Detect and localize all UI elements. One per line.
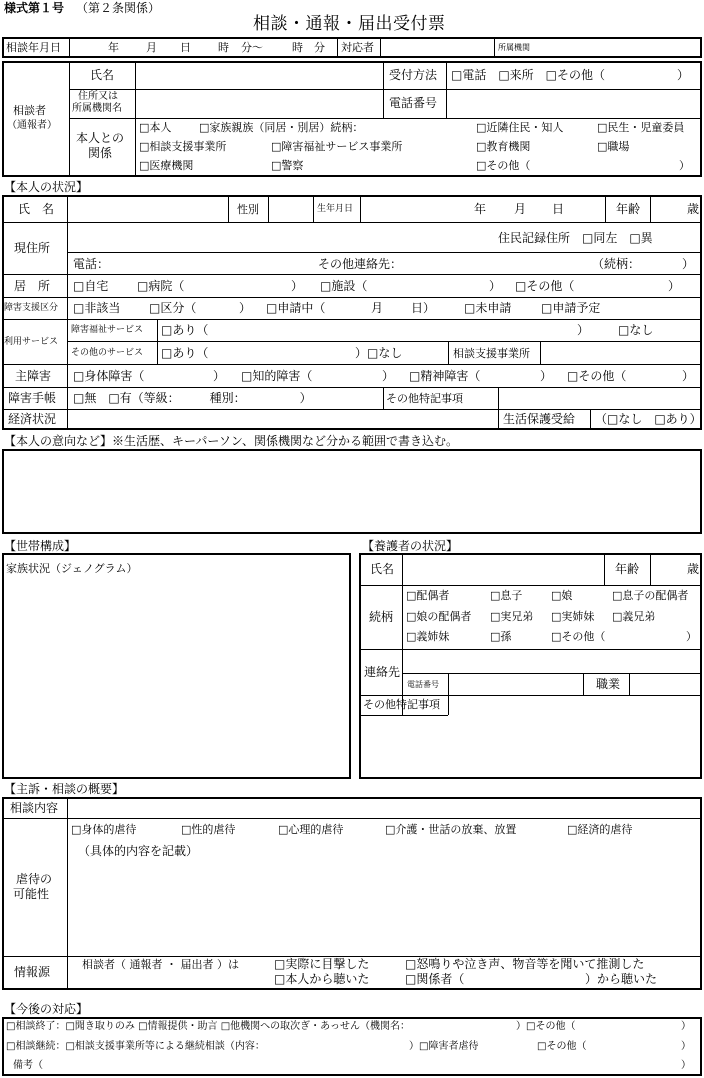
main-disability-label: 主障害	[15, 369, 52, 383]
dis-other-close: ）	[682, 369, 695, 383]
class-level-close: ）	[239, 301, 252, 315]
caregiver-job-label: 職業	[596, 677, 621, 691]
relation-label-2: 関係	[88, 146, 113, 160]
cg-sister[interactable]: □実姉妹	[551, 610, 595, 623]
resident-record[interactable]: 住民記録住所 □同左 □異	[498, 231, 653, 245]
cg-spouse[interactable]: □配偶者	[406, 589, 450, 602]
abuse-physical[interactable]: □身体的虐待	[71, 823, 137, 836]
rel-medical[interactable]: □医療機関	[139, 159, 194, 172]
reporter-label: （通報者）	[7, 120, 57, 131]
abuse-sexual[interactable]: □性的虐待	[181, 823, 236, 836]
class-applying[interactable]: □申請中（	[266, 301, 326, 315]
source-intro: 相談者（ 通報者 ・ 届出者 ）は	[82, 958, 239, 971]
welfare-close: ）	[577, 323, 590, 337]
abuse-neglect[interactable]: □介護・世話の放棄、放置	[385, 823, 517, 836]
rel-support-office[interactable]: □相談支援事業所	[139, 140, 227, 153]
form-reference: （第２条関係）	[76, 1, 161, 15]
support-class-label: 障害支援区分	[4, 303, 59, 313]
genogram-label: 家族状況（ジェノグラム）	[6, 562, 138, 575]
age-unit: 歳	[687, 202, 700, 216]
other-service-yes[interactable]: □あり（	[161, 346, 209, 360]
rel-family[interactable]: □家族親族（同居・別居）続柄：	[199, 121, 364, 134]
followup-remarks-close: ）	[681, 1060, 691, 1071]
followup-remarks: 備考（	[13, 1060, 43, 1071]
rel-other-close: ）	[679, 159, 690, 172]
cg-son[interactable]: □息子	[490, 589, 523, 602]
other-service-no[interactable]: ）□なし	[355, 346, 403, 360]
day-unit: 日	[180, 41, 191, 54]
welfare-service-label: 障害福祉サービス	[71, 325, 144, 335]
staff-label: 対応者	[341, 41, 374, 54]
date-label: 相談年月日	[6, 41, 61, 54]
abuse-detail-field[interactable]	[69, 860, 700, 954]
address-label-2: 所属機関名	[72, 103, 122, 114]
dis-physical[interactable]: □身体障害（	[73, 369, 145, 383]
cg-son-spouse[interactable]: □息子の配偶者	[612, 589, 689, 602]
birth-label: 生年月日	[317, 204, 354, 214]
economic-field[interactable]	[69, 411, 496, 428]
caregiver-contact-label: 連絡先	[364, 665, 401, 679]
gender-label: 性別	[237, 203, 259, 216]
relation-label-1: 本人との	[76, 131, 125, 145]
rel-workplace[interactable]: □職場	[597, 140, 630, 153]
source-witnessed[interactable]: □実際に目撃した	[274, 957, 370, 971]
class-applying-day: 日）	[411, 301, 436, 315]
abuse-economic[interactable]: □経済的虐待	[567, 823, 633, 836]
followup-row2-abuse[interactable]: ）□障害者虐待	[409, 1041, 479, 1052]
intention-header: 【本人の意向など】※生活歴、キーパーソン、関係機関など分かる範囲で書き込む。	[4, 434, 458, 448]
class-not-applied[interactable]: □未申請	[464, 301, 512, 315]
res-hospital[interactable]: □病院（	[137, 279, 185, 293]
other-notes-field[interactable]	[500, 389, 700, 408]
caregiver-relation-label: 続柄	[369, 610, 394, 624]
person-section-header: 【本人の状況】	[4, 180, 89, 194]
address-label-1: 住所又は	[78, 91, 118, 102]
birth-month-unit: 月	[514, 202, 527, 216]
caregiver-phone-label: 電話番号	[407, 680, 439, 689]
content-label: 相談内容	[10, 801, 59, 815]
age-label: 年齢	[616, 202, 641, 216]
year-unit: 年	[108, 41, 119, 54]
dis-intellectual-close: ）	[382, 369, 395, 383]
res-other[interactable]: □その他（	[515, 279, 575, 293]
caregiver-age-label: 年齢	[615, 562, 640, 576]
caregiver-contact-field[interactable]	[404, 651, 700, 672]
cg-daughter[interactable]: □娘	[551, 589, 573, 602]
hour-unit-2: 時	[292, 41, 303, 54]
consulter-name-field[interactable]	[137, 63, 381, 88]
household-header: 【世帯構成】	[4, 539, 77, 553]
res-home[interactable]: □自宅	[73, 279, 109, 293]
cg-other[interactable]: □その他（	[551, 630, 606, 643]
res-facility[interactable]: □施設（	[320, 279, 368, 293]
welfare-yes[interactable]: □あり（	[161, 323, 209, 337]
support-office-label: 相談支援事業所	[453, 347, 530, 360]
other-contact-label: その他連絡先：	[318, 257, 403, 271]
gender-field[interactable]	[270, 197, 311, 221]
dis-intellectual[interactable]: □知的障害（	[241, 369, 313, 383]
cg-grandchild[interactable]: □孫	[490, 630, 512, 643]
cg-other-close: ）	[686, 630, 697, 643]
economic-label: 経済状況	[8, 412, 57, 426]
class-level[interactable]: □区分（	[149, 301, 197, 315]
consulter-name-label: 氏名	[90, 68, 115, 82]
followup-row2-close: ）	[681, 1041, 691, 1052]
dis-other[interactable]: □その他（	[567, 369, 627, 383]
followup-row2[interactable]: □相談継続：□相談支援事業所等による継続相談（内容：	[6, 1041, 265, 1052]
source-from-person[interactable]: □本人から聴いた	[274, 972, 370, 986]
caregiver-phone-field[interactable]	[450, 675, 581, 694]
birth-day-unit: 日	[552, 202, 565, 216]
cg-brother-in-law[interactable]: □義兄弟	[612, 610, 656, 623]
source-from-related[interactable]: □関係者（	[405, 972, 465, 986]
cg-brother[interactable]: □実兄弟	[490, 610, 534, 623]
phone-line-label: 電話：	[73, 257, 110, 271]
person-name-field[interactable]	[69, 197, 226, 221]
residence-label: 居 所	[14, 279, 51, 293]
welfare-benefit-options[interactable]: （□なし □あり）	[595, 412, 702, 426]
class-planned[interactable]: □申請予定	[541, 301, 601, 315]
minute-unit-2: 分	[314, 41, 325, 54]
rel-commissioner[interactable]: □民生・児童委員	[597, 121, 685, 134]
dept-field[interactable]	[545, 39, 699, 56]
address-label: 現住所	[14, 241, 51, 255]
caregiver-header: 【養護者の状況】	[362, 539, 459, 553]
rel-police[interactable]: □警察	[271, 159, 304, 172]
consulter-phone-label: 電話番号	[389, 96, 438, 110]
dis-physical-close: ）	[213, 369, 226, 383]
caregiver-name-field[interactable]	[404, 555, 602, 584]
intention-box[interactable]	[2, 449, 702, 534]
welfare-no[interactable]: □なし	[618, 323, 654, 337]
source-label: 情報源	[14, 965, 51, 979]
class-none[interactable]: □非該当	[73, 301, 121, 315]
abuse-detail-note: （具体的内容を記載）	[78, 844, 199, 858]
rel-welfare-office[interactable]: □障害福祉サービス事業所	[271, 140, 403, 153]
rel-education[interactable]: □教育機関	[476, 140, 531, 153]
dis-mental[interactable]: □精神障害（	[409, 369, 481, 383]
other-service-label: その他のサービス	[71, 348, 144, 358]
method-options[interactable]: □電話 □来所 □その他（ ）	[451, 68, 690, 82]
rel-neighbor[interactable]: □近隣住民・知人	[476, 121, 564, 134]
minute-from-unit: 分～	[241, 41, 263, 54]
abuse-psychological[interactable]: □心理的虐待	[278, 823, 344, 836]
caregiver-notes-field[interactable]	[450, 697, 700, 777]
source-heard[interactable]: □怒鳴りや泣き声、物音等を聞いて推測した	[405, 957, 645, 971]
caregiver-job-field[interactable]	[631, 675, 700, 694]
handbook-label: 障害手帳	[8, 391, 57, 405]
class-applying-month: 月	[371, 301, 384, 315]
rel-other[interactable]: □その他（	[476, 159, 531, 172]
dept-label: 所属機関	[498, 43, 530, 52]
other-notes-label: その他特記事項	[386, 392, 463, 405]
handbook-options[interactable]: □無 □有（等級： 種別： ）	[73, 391, 312, 405]
consulter-label: 相談者	[13, 104, 46, 117]
content-field[interactable]	[69, 799, 700, 817]
summary-header: 【主訴・相談の概要】	[4, 782, 125, 796]
followup-header: 【今後の対応】	[4, 1002, 89, 1016]
source-from-related-end: ）から聴いた	[585, 972, 658, 986]
service-label: 利用サービス	[4, 337, 59, 347]
cg-daughter-spouse[interactable]: □娘の配偶者	[406, 610, 472, 623]
month-unit: 月	[146, 41, 157, 54]
dis-mental-close: ）	[540, 369, 553, 383]
hour-unit: 時	[218, 41, 229, 54]
person-name-label: 氏 名	[18, 202, 55, 216]
abuse-label-1: 虐待の	[16, 872, 53, 886]
staff-field[interactable]	[382, 39, 492, 56]
consulter-phone-field[interactable]	[448, 91, 699, 116]
followup-row1-close: ）	[681, 1021, 691, 1032]
res-facility-close: ）	[489, 279, 502, 293]
caregiver-name-label: 氏名	[370, 562, 395, 576]
followup-row2-other[interactable]: □その他（	[537, 1041, 587, 1052]
method-label: 受付方法	[389, 68, 438, 82]
caregiver-age-unit: 歳	[687, 562, 700, 576]
page-title: 相談・通報・届出受付票	[253, 14, 446, 34]
form-label: 様式第１号	[4, 1, 65, 15]
abuse-label-2: 可能性	[13, 887, 50, 901]
res-other-close: ）	[668, 279, 681, 293]
cg-sister-in-law[interactable]: □義姉妹	[406, 630, 450, 643]
followup-row1-other[interactable]: ）□その他（	[516, 1021, 576, 1032]
followup-remarks-field[interactable]	[50, 1057, 670, 1073]
birth-year-unit: 年	[474, 202, 487, 216]
res-hospital-close: ）	[291, 279, 304, 293]
rel-self[interactable]: □本人	[139, 121, 172, 134]
relation-paren: （続柄： ）	[592, 257, 695, 271]
welfare-benefit-label: 生活保護受給	[503, 412, 576, 426]
consulter-address-field[interactable]	[137, 91, 381, 116]
household-box[interactable]	[2, 553, 351, 779]
followup-row1[interactable]: □相談終了：□聞き取りのみ □情報提供・助言 □他機関への取次ぎ・あっせん（機関名：	[6, 1021, 411, 1032]
caregiver-notes-label: その他特記事項	[363, 698, 440, 711]
support-office-field[interactable]	[542, 343, 700, 362]
